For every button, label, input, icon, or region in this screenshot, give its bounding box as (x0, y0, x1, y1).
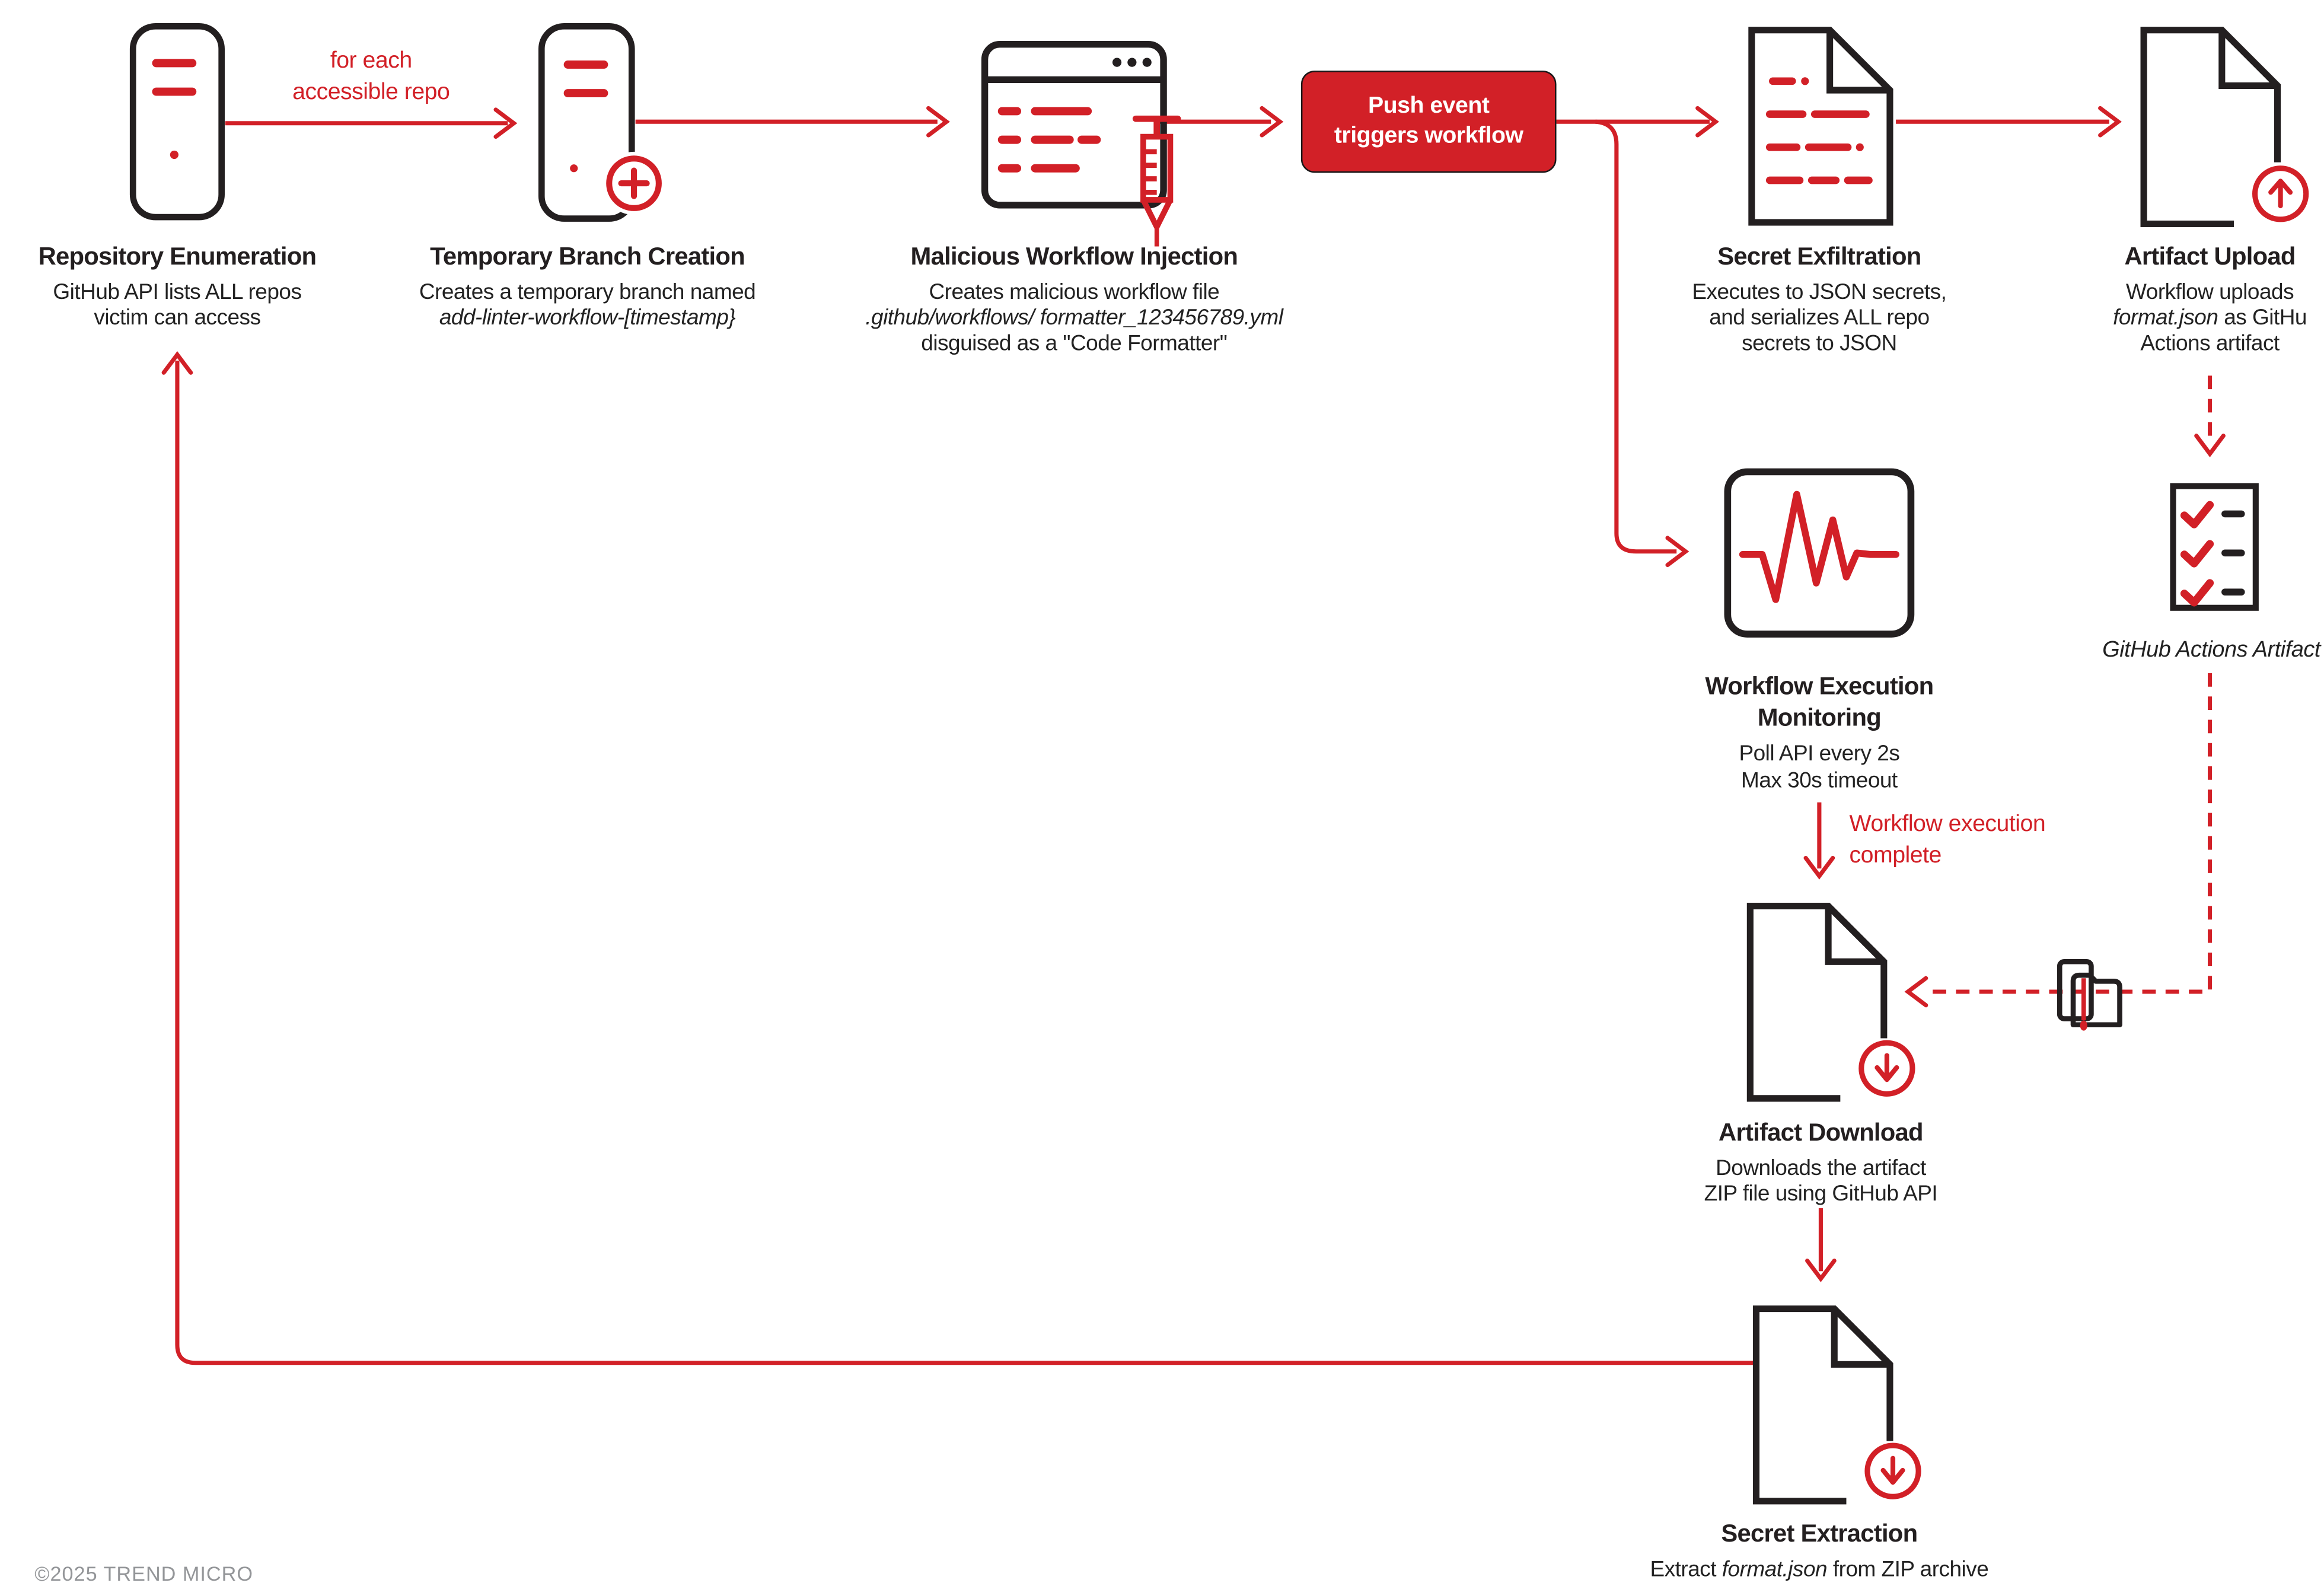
arrow-repo-to-branch (225, 110, 514, 137)
node-desc: add-linter-workflow-[timestamp} (439, 306, 736, 331)
node-title-repository-enumeration: Repository Enumeration (38, 243, 317, 271)
node-desc: disguised as a "Code Formatter" (921, 332, 1228, 356)
node-desc: Downloads the artifact (1716, 1157, 1926, 1182)
dashed-arrow-upload-to-artifact (2197, 375, 2224, 454)
node-title-temporary-branch-creation: Temporary Branch Creation (430, 243, 745, 271)
document-download-icon (1750, 1303, 1927, 1513)
node-desc: Executes to JSON secrets, (1692, 281, 1947, 305)
push-event-node (1301, 71, 1557, 173)
node-desc: secrets to JSON (1742, 332, 1897, 356)
node-desc-italic-part: format.json (1722, 1558, 1828, 1582)
node-desc: Max 30s timeout (1741, 769, 1898, 794)
node-desc: ZIP file using GitHub API (1704, 1182, 1938, 1207)
server-plus-icon (538, 23, 667, 227)
arrow-push-to-exfiltration (1557, 108, 1716, 135)
node-desc-italic-part: format.json (2113, 306, 2218, 331)
checklist-icon (2169, 482, 2259, 612)
pulse-monitor-icon (1723, 467, 1915, 639)
node-title-artifact-download: Artifact Download (1719, 1119, 1923, 1147)
node-desc-regular-part: Extract (1650, 1558, 1722, 1582)
node-desc: Creates a temporary branch named (419, 281, 756, 305)
node-title-secret-extraction: Secret Extraction (1721, 1520, 1918, 1548)
node-title-secret-exfiltration: Secret Exfiltration (1717, 243, 1921, 271)
node-desc: .github/workflows/ formatter_123456789.yml (865, 306, 1283, 331)
node-desc: victim can access (94, 306, 261, 331)
node-desc-regular-part: from ZIP archive (1827, 1558, 1989, 1582)
node-desc: Poll API every 2s (1739, 742, 1900, 767)
arrow-download-to-extraction (1807, 1208, 1835, 1279)
arrow-monitoring-to-download (1806, 803, 1833, 876)
arrow-branch-to-injection (636, 108, 946, 135)
for-each-label-line2: accessible repo (292, 79, 450, 106)
node-desc-regular-part: as GitHu (2218, 306, 2307, 331)
server-icon (129, 23, 225, 221)
for-each-label-line1: for each (330, 48, 412, 74)
document-upload-icon (2138, 24, 2315, 238)
arrow-loop-extraction-to-repo (164, 355, 1758, 1363)
folder-drip-icon (2052, 956, 2125, 1034)
node-desc: Creates malicious workflow file (929, 281, 1220, 305)
node-desc: GitHub API lists ALL repos (53, 281, 302, 305)
node-title-workflow-execution-monitoring-line2: Monitoring (1757, 705, 1882, 732)
node-desc: and serializes ALL repo (1709, 306, 1930, 331)
workflow-complete-label-line2: complete (1849, 843, 1942, 869)
node-title-workflow-execution-monitoring: Workflow Execution (1705, 673, 1934, 700)
syringe-icon (1130, 105, 1184, 249)
push-event-label-line1: Push event (1367, 92, 1490, 118)
push-event-label-line2: triggers workflow (1334, 123, 1523, 149)
node-desc: Actions artifact (2140, 332, 2280, 356)
node-desc (1650, 1558, 1988, 1582)
node-title-artifact-upload: Artifact Upload (2124, 243, 2296, 271)
workflow-complete-label-line1: Workflow execution (1849, 811, 2046, 838)
node-desc (2113, 307, 2307, 331)
arrow-push-to-monitoring (1595, 122, 1685, 565)
node-title-malicious-workflow-injection: Malicious Workflow Injection (910, 243, 1238, 271)
document-lines-icon (1746, 24, 1896, 229)
node-desc: Workflow uploads (2126, 281, 2294, 305)
footer-copyright: ©2025 TREND MICRO (34, 1562, 253, 1585)
github-actions-artifact-label: GitHub Actions Artifact (2102, 637, 2320, 663)
arrow-exfiltration-to-upload (1896, 108, 2118, 135)
document-download-icon (1744, 900, 1921, 1110)
